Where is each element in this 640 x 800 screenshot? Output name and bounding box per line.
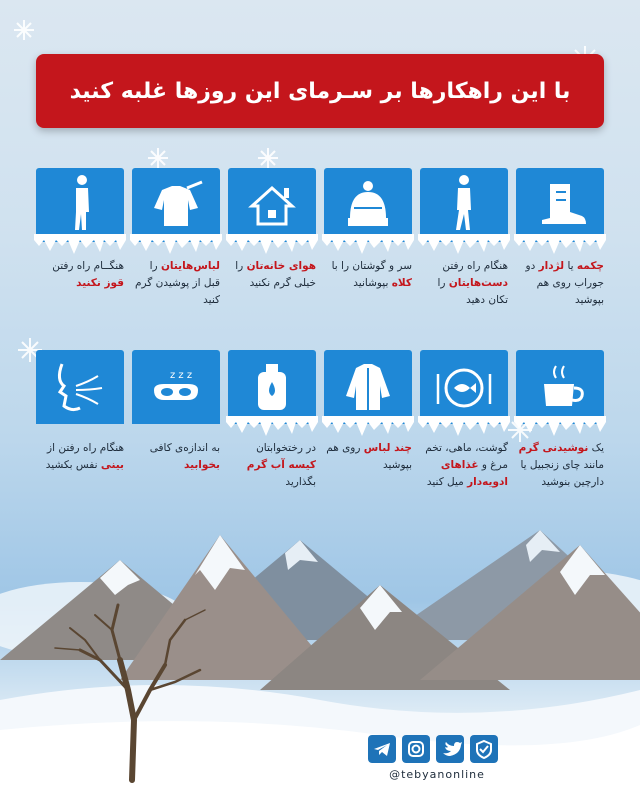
tip-card-hot-water [228,350,316,522]
sweater-icon [132,168,220,242]
tip-text-part: مانند چای زنجبیل یا دارچین بنوشید [520,459,604,488]
tip-text-part: سر و گوشتان را با [331,260,412,272]
sleep-mask-icon [132,350,220,424]
tip-highlight: هوای خانه‌تان [246,260,316,272]
tip-card-hat [324,168,412,340]
tip-card-food [420,350,508,522]
hot-cup-icon [516,350,604,424]
tile [36,350,124,424]
instagram-link[interactable] [402,735,430,763]
icicles [130,234,222,256]
tip-card-walking [36,168,124,340]
tip-highlight: قوز نکنید [76,277,124,289]
fish-plate-icon [420,350,508,424]
tip-text-part: نفس بکشید [45,459,101,471]
title-banner [36,54,604,128]
tip-text-part: هنگــام راه رفتن [52,260,124,272]
boot-icon [516,168,604,242]
twitter-icon [436,735,464,763]
house-icon [228,168,316,242]
tile [324,168,412,242]
tip-highlight: چند لباس [363,442,412,454]
banner-title: با این راهکارها بر سـرمای این روزها غلبه کنید [69,78,571,104]
tip-text [324,258,412,292]
shield-icon [470,735,498,763]
tile [36,168,124,242]
tip-highlight: دست‌هایتان [448,277,508,289]
telegram-link[interactable] [368,735,396,763]
tip-card-hands [420,168,508,340]
tip-text-part: را تکان دهید [437,277,508,306]
tip-text-part: هنگام راه رفتن [442,260,508,272]
tile [420,168,508,242]
tip-text-part: را خیلی گرم نکنید [235,260,316,289]
tip-card-layers [324,350,412,522]
tile [228,350,316,424]
tile [132,168,220,242]
tip-card-house [228,168,316,340]
tip-text [36,440,124,474]
svg-text:z z z: z z z [170,370,193,381]
icicles [34,234,126,256]
tip-text [228,440,316,491]
icicles [226,234,318,256]
tip-text-part: گوشت، ماهی، تخم مرغ و [425,442,508,471]
tip-text-part: روی هم بپوشید [326,442,412,471]
tip-highlight: کیسه آب گرم [246,459,316,471]
icicles [514,416,606,438]
winter-hat-icon [324,168,412,242]
tip-text [420,440,508,491]
tip-text-part: دو جوراب روی هم بپوشید [525,260,604,306]
tip-text-part: را قبل از پوشیدن گرم کنید [135,260,220,306]
tip-text [516,440,604,491]
jacket-icon [324,350,412,424]
icicles [418,234,510,256]
tip-text-part: در رختخوابتان [256,442,316,454]
tip-card-drink [516,350,604,522]
telegram-icon [368,735,396,763]
icicles [226,416,318,438]
tip-highlight: غذاهای ادویه‌دار [440,459,508,488]
twitter-link[interactable] [436,735,464,763]
tile [228,168,316,242]
tip-text-part: یک [588,442,604,454]
tip-text-part: میل کنید [426,476,468,488]
tip-text [132,440,220,474]
tip-text-part: به اندازه‌ی کافی [149,442,220,454]
website-link[interactable] [470,735,498,763]
instagram-icon [402,735,430,763]
tip-text [36,258,124,292]
tip-card-breathing [36,350,124,522]
social-handle: @tebyanonline [389,768,485,781]
icicles [418,416,510,438]
tip-text [516,258,604,309]
tip-text-part: هنگام راه رفتن از [47,442,124,454]
hot-water-bottle-icon [228,350,316,424]
tip-text-part: بگذارید [285,476,316,488]
tip-text-part: یا [564,260,577,272]
tip-highlight: لژدار [538,260,565,272]
tip-highlight: لباس‌هایتان [160,260,220,272]
tile [516,168,604,242]
tile [420,350,508,424]
tip-card-sleep [132,350,220,522]
walking-man-icon [36,168,124,242]
tile [324,350,412,424]
tile [516,350,604,424]
icicles [322,416,414,438]
tip-text [420,258,508,309]
icicles [322,234,414,256]
tip-highlight: کلاه [391,277,412,289]
tip-card-boots [516,168,604,340]
icicles [514,234,606,256]
tip-card-sweater [132,168,220,340]
tip-text [324,440,412,474]
tip-text-part: بپوشانید [353,277,392,289]
tip-highlight: بینی [100,459,124,471]
hands-in-pockets-icon [420,168,508,242]
tip-highlight: نوشیدنی گرم [518,442,589,454]
tip-highlight: بخوابید [184,459,220,471]
tip-highlight: چکمه [576,260,604,272]
tile [132,350,220,424]
tip-text [132,258,220,309]
tip-text [228,258,316,292]
breathing-face-icon [36,350,124,424]
